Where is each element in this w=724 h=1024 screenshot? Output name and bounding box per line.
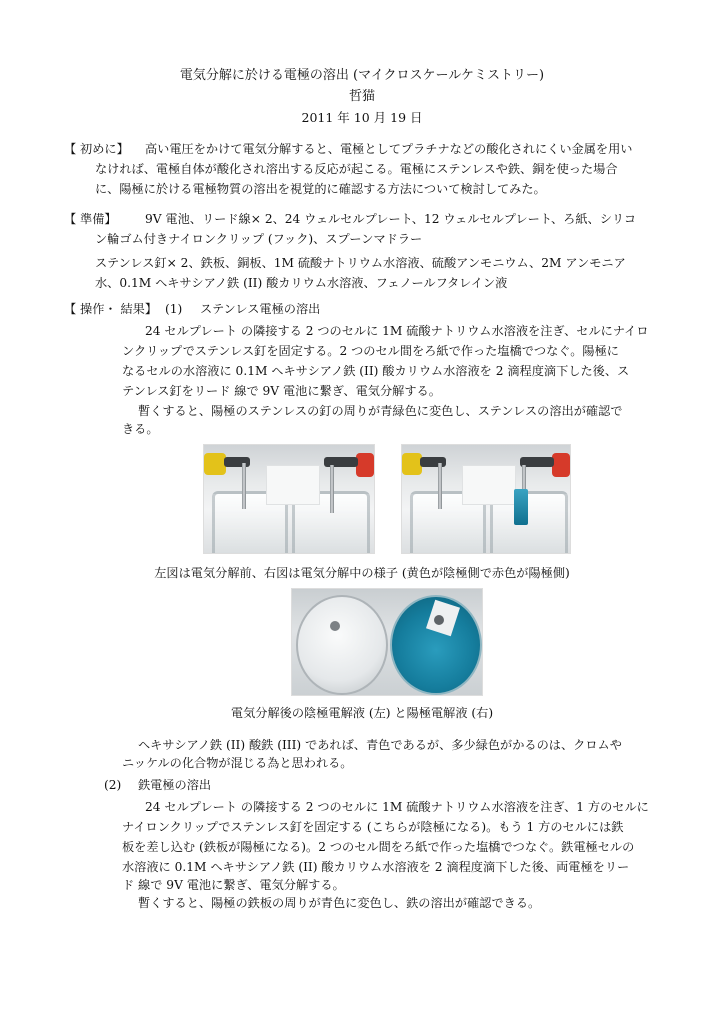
cathode-electrolyte-well <box>296 595 388 695</box>
intro-label: 【 初めに】 <box>64 142 129 156</box>
document-title: 電気分解に於ける電極の溶出 (マイクロスケールケミストリー) <box>179 68 545 83</box>
para-1-line-3: なるセルの水溶液に 0.1M ヘキサシアノ鉄 (II) 酸カリウム水溶液を 2 滴程度滴下した後、ス <box>122 364 630 378</box>
section-1-number: (1) <box>165 302 183 316</box>
prep-line-1: 9V 電池、リード線× 2、24 ウェルセルプレート、12 ウェルセルプレート、ろ紙、シリコ <box>145 212 637 226</box>
intro-line-3: に、陽極に於ける電極物質の溶出を視覚的に確認する方法について検討してみた。 <box>95 182 546 196</box>
para-2-line-2: きる。 <box>122 422 159 436</box>
para-4-line-4: 水溶液に 0.1M ヘキサシアノ鉄 (II) 酸カリウム水溶液を 2 滴程度滴下した後、両電極をリー <box>122 860 630 874</box>
photo-after-electrolysis <box>291 588 483 696</box>
para-5-line-1: 暫くすると、陽極の鉄板の周りが青色に変色し、鉄の溶出が確認できる。 <box>138 896 541 910</box>
para-4-line-5: ド 線で 9V 電池に繋ぎ、電気分解する。 <box>122 878 345 892</box>
para-4-line-3: 板を差し込む (鉄板が陽極になる)。2 つのセル間をろ紙で作った塩橋でつなぐ。鉄電極セルの <box>122 840 635 854</box>
photo-before-electrolysis <box>203 444 375 554</box>
anode-clip-red <box>356 453 374 477</box>
prep-line-4: 水、0.1M ヘキサシアノ鉄 (II) 酸カリウム水溶液、フェノールフタレイン液 <box>95 276 508 290</box>
section-1-title: ステンレス電極の溶出 <box>200 302 321 316</box>
para-2-line-1: 暫くすると、陽極のステンレスの釘の周りが青緑色に変色し、ステンレスの溶出が確認で <box>138 404 623 418</box>
document-author: 哲猫 <box>348 89 375 104</box>
intro-line-1: 高い電圧をかけて電気分解すると、電極としてプラチナなどの酸化されにくい金属を用い <box>145 142 633 156</box>
para-3-line-1: ヘキサシアノ鉄 (II) 酸鉄 (III) であれば、青色であるが、多少緑色がかるのは、クロムや <box>138 738 622 752</box>
document-date: 2011 年 10 月 19 日 <box>301 110 423 125</box>
prep-line-3: ステンレス釘× 2、鉄板、銅板、1M 硫酸ナトリウム水溶液、硫酸アンモニウム、2M アンモニア <box>95 256 626 270</box>
section-2-number: (2) <box>104 778 122 792</box>
para-1-line-4: テンレス釘をリード 線で 9V 電池に繋ぎ、電気分解する。 <box>122 384 441 398</box>
blue-dissolution <box>514 489 528 525</box>
para-4-line-1: 24 セルプレート の隣接する 2 つのセルに 1M 硫酸ナトリウム水溶液を注ぎ、1 方のセルに <box>145 800 649 814</box>
section-2-title: 鉄電極の溶出 <box>138 778 212 792</box>
caption-1: 左図は電気分解前、右図は電気分解中の様子 (黄色が陰極側で赤色が陽極側) <box>154 566 570 580</box>
para-1-line-2: ンクリップでステンレス釘を固定する。2 つのセル間をろ紙で作った塩橋でつなぐ。陽極に <box>122 344 619 358</box>
prep-label: 【 準備】 <box>64 212 117 226</box>
photo-during-electrolysis <box>401 444 571 554</box>
para-4-line-2: ナイロンクリップでステンレス釘を固定する (こちらが陰極になる)。もう 1 方のセルには鉄 <box>122 820 624 834</box>
ops-label: 【 操作・ 結果】 <box>64 302 158 316</box>
caption-2: 電気分解後の陰極電解液 (左) と陽極電解液 (右) <box>230 706 494 720</box>
para-3-line-2: ニッケルの化合物が混じる為と思われる。 <box>122 756 353 770</box>
para-1-line-1: 24 セルプレート の隣接する 2 つのセルに 1M 硫酸ナトリウム水溶液を注ぎ、セルにナイロ <box>145 324 649 338</box>
cathode-clip-yellow <box>204 453 226 475</box>
prep-line-2: ン輪ゴム付きナイロンクリップ (フック)、スプーンマドラー <box>95 232 423 246</box>
intro-line-2: なければ、電極自体が酸化され溶出する反応が起こる。電極にステンレスや鉄、銅を使った場合 <box>95 162 618 176</box>
